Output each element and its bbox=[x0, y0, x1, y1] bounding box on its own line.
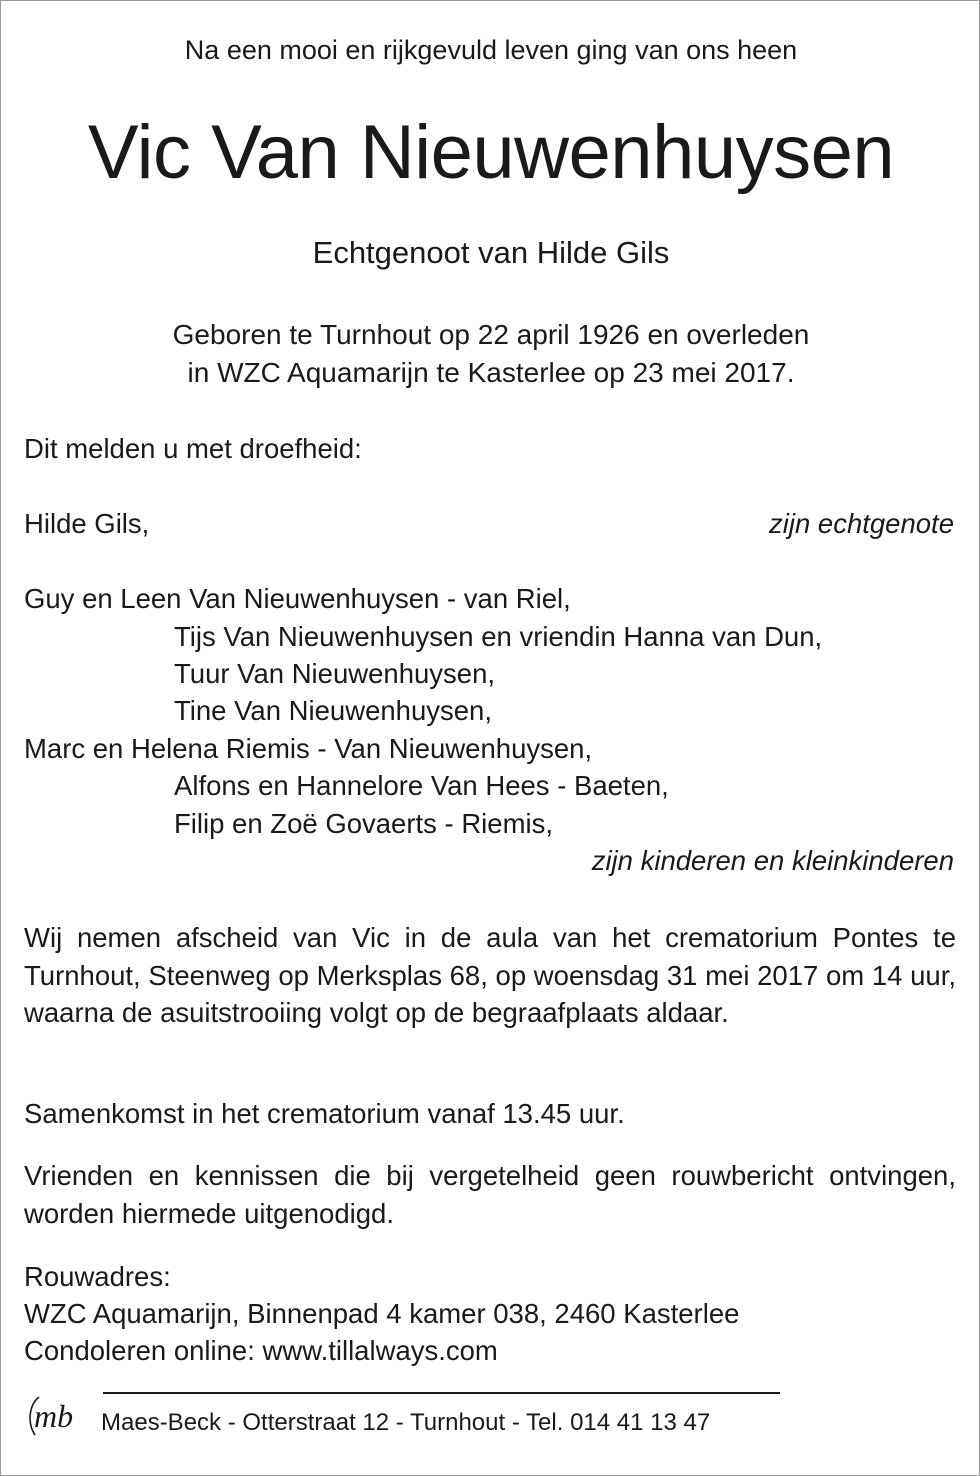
funeral-home-logo bbox=[25, 1393, 87, 1439]
logo-lettering: mb bbox=[34, 1398, 74, 1434]
family-line: Tijs Van Nieuwenhuysen en vriendin Hanna van Dun, bbox=[174, 621, 823, 652]
family-line: Alfons en Hannelore Van Hees - Baeten, bbox=[174, 770, 669, 801]
intro-line: Na een mooi en rijkgevuld leven ging van ons heen bbox=[184, 35, 798, 65]
farewell-paragraph: Wij nemen afscheid van Vic in de aula van het crematorium Pontes te Turnhout, Steenweg op Merksplas 68, op woensdag 31 mei 2017 om 14 uur, waarna de asuitstrooiing volgt op de begraafplaats aldaar. bbox=[24, 922, 956, 1028]
announcement: Dit melden u met droefheid: bbox=[24, 433, 362, 464]
invitation-paragraph: Vrienden en kennissen die bij vergetelheid geen rouwbericht ontvingen, worden hiermede uitgenodigd. bbox=[24, 1160, 956, 1229]
family-line: Filip en Zoë Govaerts - Riemis, bbox=[174, 808, 553, 839]
deceased-name: Vic Van Nieuwenhuysen bbox=[87, 110, 895, 195]
widow-role: zijn echtgenote bbox=[769, 508, 954, 539]
birth-line-1: Geboren te Turnhout op 22 april 1926 en overleden bbox=[172, 319, 810, 350]
address-label: Rouwadres: bbox=[24, 1261, 171, 1292]
family-line: Guy en Leen Van Nieuwenhuysen - van Riel, bbox=[24, 583, 571, 614]
widow-name: Hilde Gils, bbox=[24, 508, 150, 539]
birth-line-2: in WZC Aquamarijn te Kasterlee op 23 mei 2017. bbox=[187, 357, 795, 388]
funeral-home-contact: Maes-Beck - Otterstraat 12 - Turnhout - Tel. 014 41 13 47 bbox=[101, 1409, 711, 1436]
family-line: Tuur Van Nieuwenhuysen, bbox=[174, 658, 496, 689]
gathering-line: Samenkomst in het crematorium vanaf 13.45 uur. bbox=[24, 1098, 625, 1129]
family-line: Marc en Helena Riemis - Van Nieuwenhuysen, bbox=[24, 733, 593, 764]
family-line: Tine Van Nieuwenhuysen, bbox=[174, 695, 492, 726]
family-role: zijn kinderen en kleinkinderen bbox=[591, 845, 954, 876]
footer-divider bbox=[103, 1392, 780, 1394]
condolence-line: Condoleren online: www.tillalways.com bbox=[24, 1335, 498, 1366]
address-line: WZC Aquamarijn, Binnenpad 4 kamer 038, 2460 Kasterlee bbox=[24, 1298, 740, 1329]
spouse-line: Echtgenoot van Hilde Gils bbox=[312, 235, 670, 270]
